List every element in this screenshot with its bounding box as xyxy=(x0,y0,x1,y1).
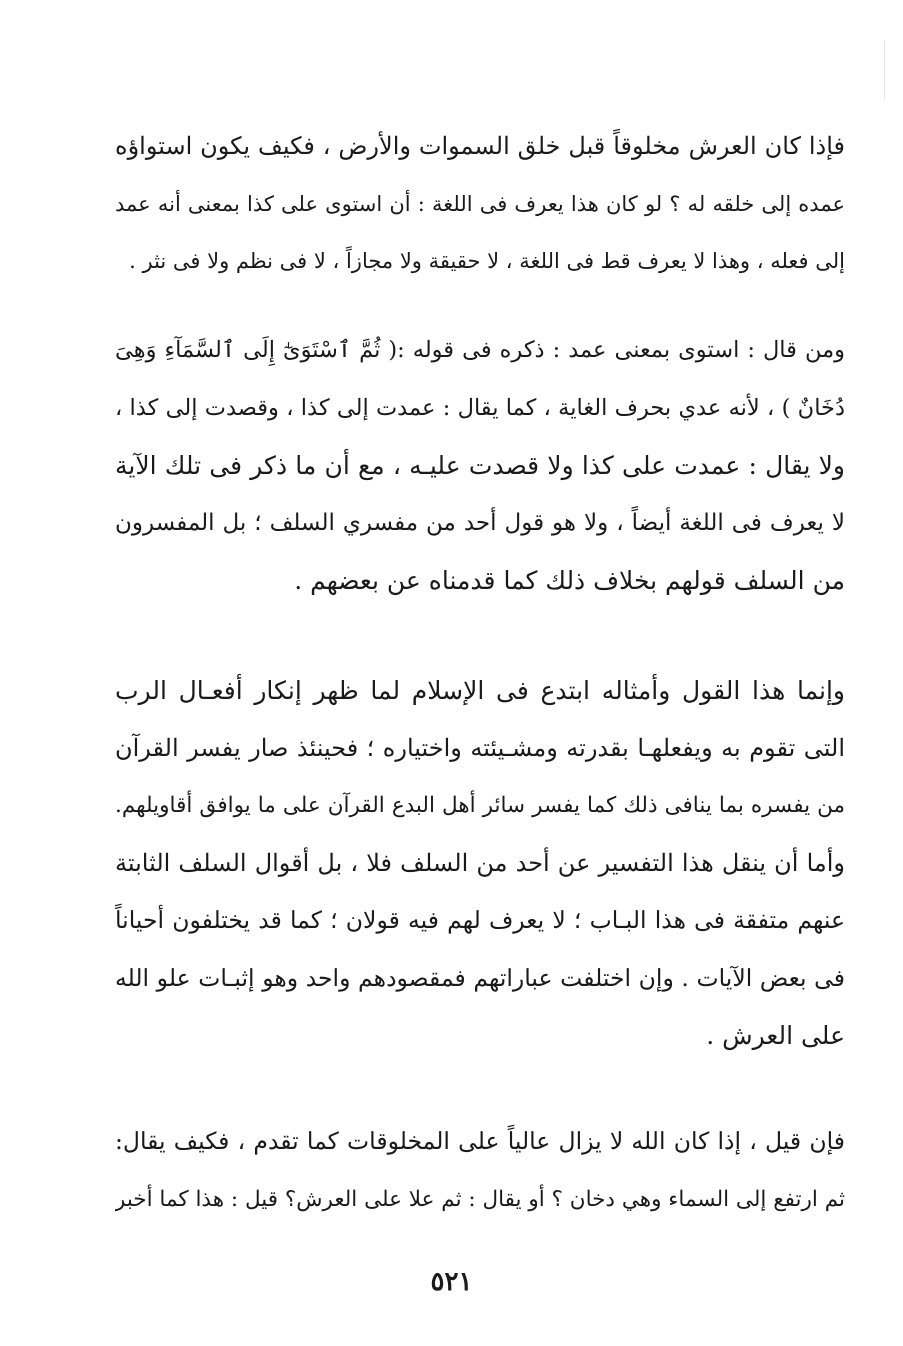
text-line: عنهم متفقة فى هذا البـاب ؛ لا يعرف لهم فيه قولان ؛ كما قد يختلفون أحياناً xyxy=(115,906,845,934)
text-line: دُخَانٌ ) ، لأنه عدي بحرف الغاية ، كما يقال : عمدت إلى كذا ، وقصدت إلى كذا ، xyxy=(115,394,845,421)
text-line: التى تقوم به ويفعلهـا بقدرته ومشـيئته واختياره ؛ فحينئذ صار يفسر القرآن xyxy=(115,733,845,762)
paragraph-1 xyxy=(115,118,845,291)
text-line: وأما أن ينقل هذا التفسير عن أحد من السلف فلا ، بل أقوال السلف الثابتة xyxy=(115,848,845,877)
paragraph-3 xyxy=(115,662,845,1065)
text-line: على العرش . xyxy=(706,1021,845,1050)
text-line: من يفسره بما ينافى ذلك كما يفسر سائر أهل البدع القرآن على ما يوافق أقاويلهم. xyxy=(115,793,845,818)
text-line: ومن قال : استوى بمعنى عمد : ذكره فى قوله :( ثُمَّ ٱسْتَوَىٰٓ إِلَى ٱلسَّمَآءِ وَهِىَ xyxy=(115,337,845,363)
text-line: فى بعض الآيات . وإن اختلفت عباراتهم فمقصودهم واحد وهو إثبـات علو الله xyxy=(115,963,845,992)
text-line: إلى فعله ، وهذا لا يعرف قط فى اللغة ، لا حقيقة ولا مجازاً ، لا فى نظم ولا فى نثر . xyxy=(129,249,845,273)
text-line: من السلف قولهم بخلاف ذلك كما قدمناه عن بعضهم . xyxy=(294,566,845,595)
text-line: فإذا كان العرش مخلوقاً قبل خلق السموات والأرض ، فكيف يكون استواؤه xyxy=(115,132,845,160)
paragraph-2 xyxy=(115,322,845,610)
page-edge-mark xyxy=(884,40,885,100)
text-line: وإنما هذا القول وأمثاله ابتدع فى الإسلام لما ظهر إنكار أفعـال الرب xyxy=(115,676,845,705)
text-line: فإن قيل ، إذا كان الله لا يزال عالياً على المخلوقات كما تقدم ، فكيف يقال: xyxy=(115,1127,845,1155)
text-line: ثم ارتفع إلى السماء وهي دخان ؟ أو يقال : ثم علا على العرش؟ قيل : هذا كما أخبر xyxy=(115,1186,845,1212)
text-line: لا يعرف فى اللغة أيضاً ، ولا هو قول أحد من مفسري السلف ؛ بل المفسرون xyxy=(115,509,845,536)
page-number: ٥٢١ xyxy=(430,1267,473,1297)
text-line: ولا يقال : عمدت على كذا ولا قصدت عليـه ، مع أن ما ذكر فى تلك الآية xyxy=(115,451,845,480)
text-line: عمده إلى خلقه له ؟ لو كان هذا يعرف فى اللغة : أن استوى على كذا بمعنى أنه عمد xyxy=(115,191,845,216)
paragraph-4 xyxy=(115,1113,845,1228)
